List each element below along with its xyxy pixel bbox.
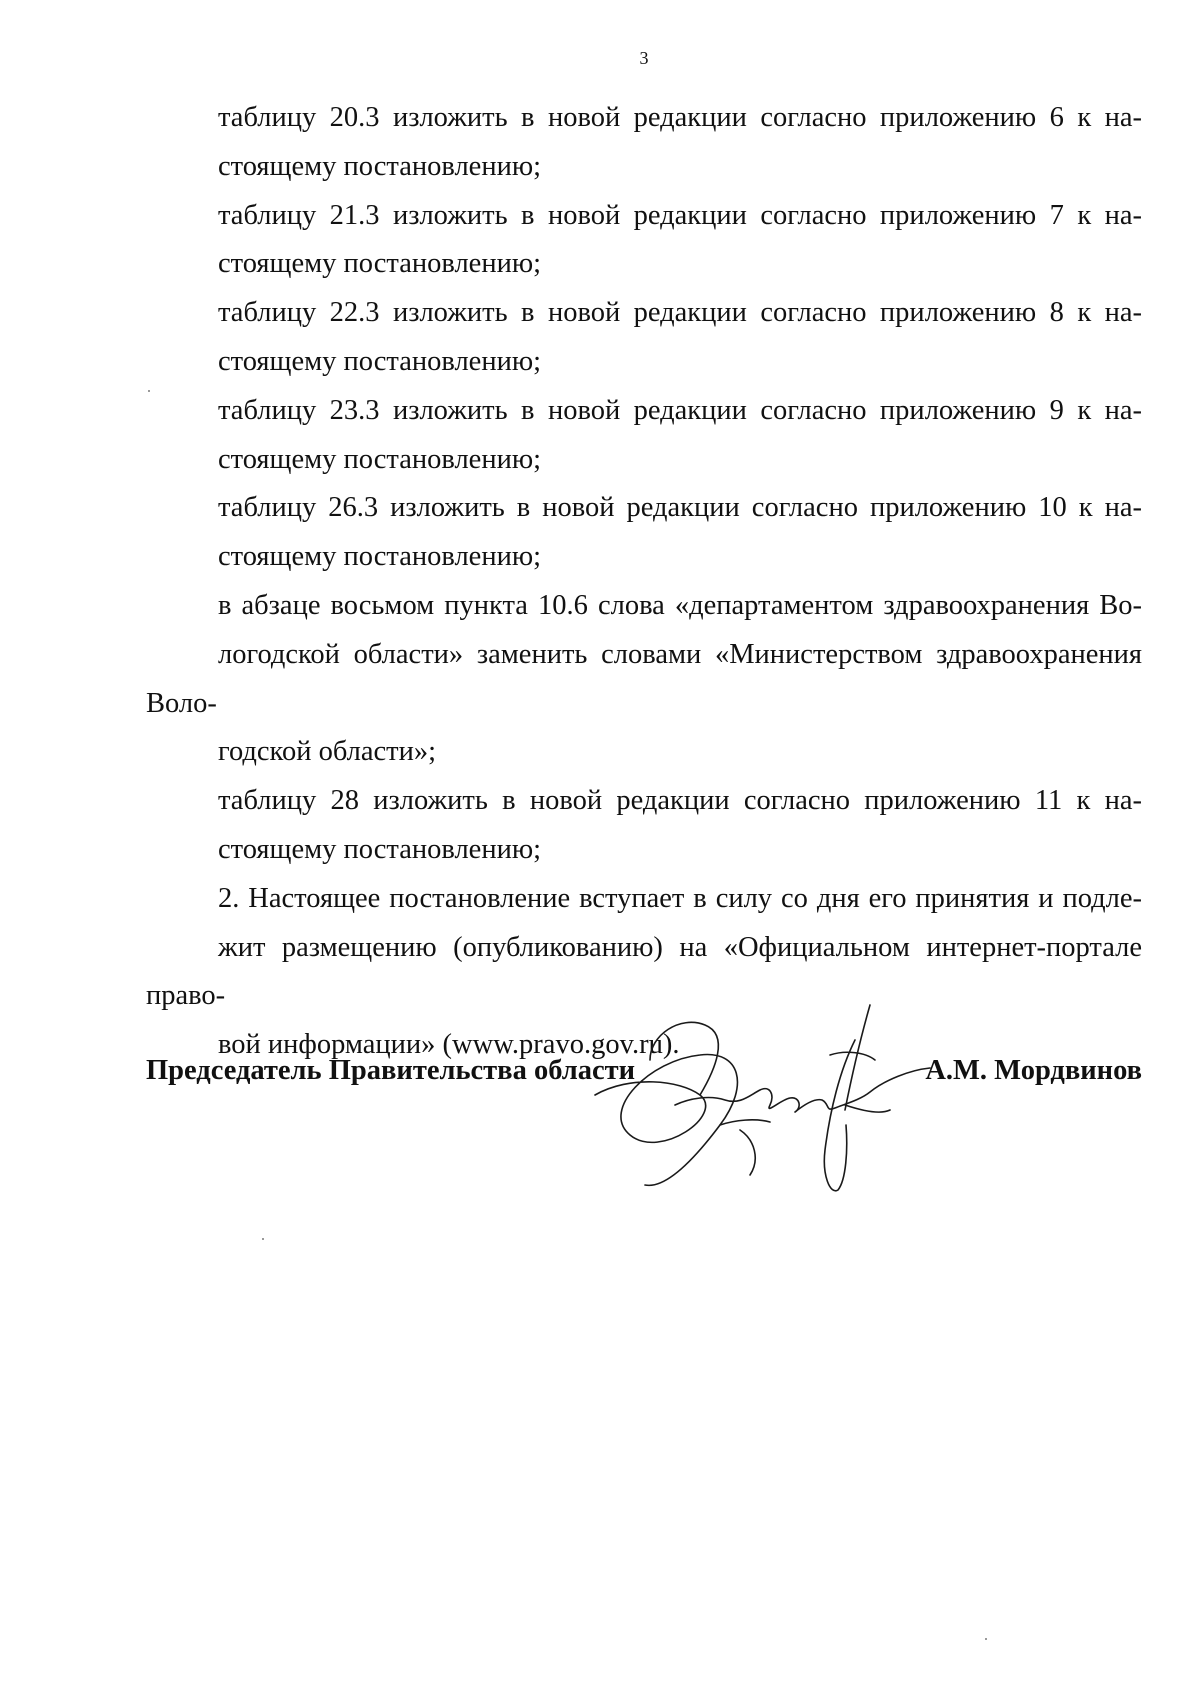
scan-speck (148, 390, 150, 392)
paragraph-line: таблицу 23.3 изложить в новой редакции согласно приложению 9 к на- (218, 394, 1142, 426)
paragraph-table-20-3 (146, 94, 1142, 192)
paragraph-line: таблицу 22.3 изложить в новой редакции согласно приложению 8 к на- (218, 297, 1142, 329)
paragraph-line: стоящему постановлению; (218, 248, 542, 280)
paragraph-line: годской области»; (218, 736, 437, 768)
paragraph-clause-10-6 (146, 582, 1142, 777)
paragraph-table-21-3 (146, 192, 1142, 290)
paragraph-line: таблицу 26.3 изложить в новой редакции согласно приложению 10 к на- (218, 492, 1142, 524)
paragraph-table-22-3 (146, 289, 1142, 387)
paragraph-line: таблицу 21.3 изложить в новой редакции согласно приложению 7 к на- (218, 199, 1142, 231)
paragraph-line: жит размещению (опубликованию) на «Официальном интернет-портале право- (146, 931, 1142, 1012)
scan-speck (985, 1638, 987, 1640)
paragraph-line: вой информации» (www.pravo.gov.ru). (218, 1029, 680, 1061)
paragraph-table-23-3 (146, 387, 1142, 485)
paragraph-table-26-3 (146, 484, 1142, 582)
signer-name: А.М. Мордвинов (925, 1055, 1142, 1086)
paragraph-table-28 (146, 777, 1142, 875)
paragraph-line: таблицу 20.3 изложить в новой редакции согласно приложению 6 к на- (218, 102, 1142, 133)
page-number: 3 (639, 48, 649, 68)
paragraph-line: 2. Настоящее постановление вступает в силу со дня его принятия и подле- (218, 882, 1142, 914)
paragraph-line: стоящему постановлению; (218, 150, 542, 182)
handwritten-signature (590, 1000, 940, 1200)
paragraph-line: логодской области» заменить словами «Министерством здравоохранения Воло- (146, 638, 1142, 719)
paragraph-line: в абзаце восьмом пункта 10.6 слова «департаментом здравоохранения Во- (218, 589, 1142, 621)
paragraph-line: стоящему постановлению; (218, 443, 542, 475)
paragraph-line: стоящему постановлению; (218, 541, 542, 573)
paragraph-line: таблицу 28 изложить в новой редакции согласно приложению 11 к на- (218, 785, 1142, 817)
document-body (146, 94, 1142, 1070)
signer-title: Председатель Правительства области (146, 1055, 636, 1086)
paragraph-line: стоящему постановлению; (218, 833, 542, 865)
scan-speck (262, 1238, 264, 1240)
paragraph-line: стоящему постановлению; (218, 345, 542, 377)
